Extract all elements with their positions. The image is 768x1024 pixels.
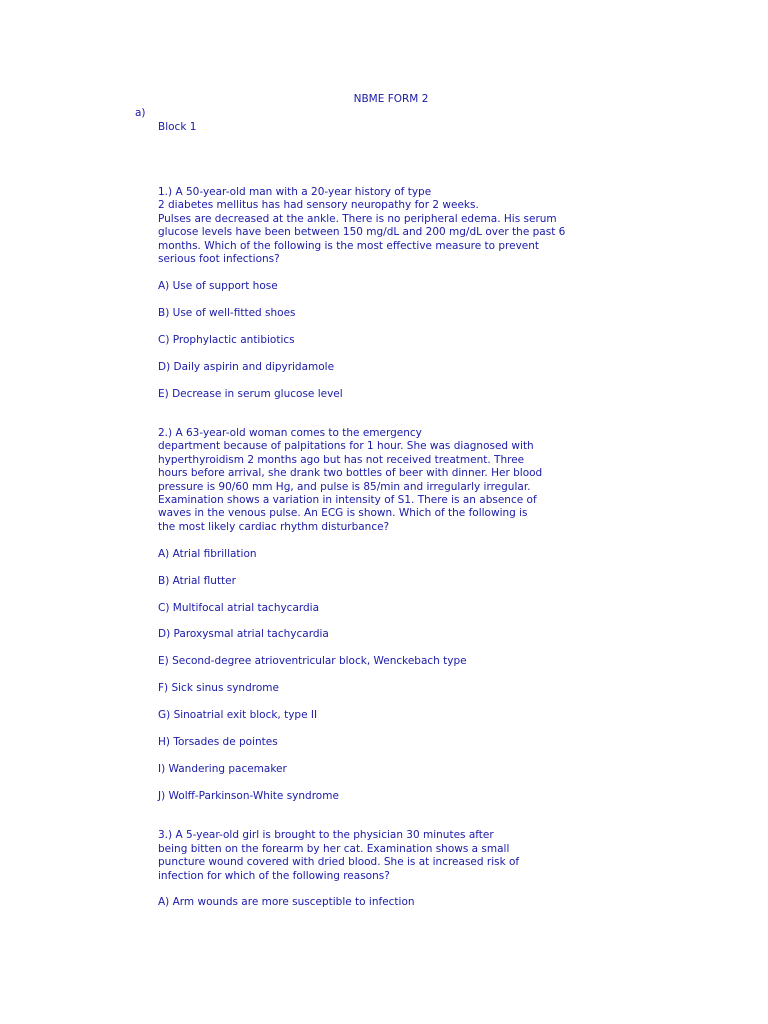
answer-option: A) Use of support hose: [158, 279, 278, 292]
stem-line: 1.) A 50-year-old man with a 20-year history of type: [158, 186, 432, 198]
question-stem: [158, 186, 588, 266]
answer-option: C) Prophylactic antibiotics: [158, 333, 295, 346]
answer-option: A) Arm wounds are more susceptible to infection: [158, 896, 415, 909]
stem-line: pressure is 90/60 mm Hg, and pulse is 85/min and irregularly irregular.: [158, 480, 531, 493]
stem-line: months. Which of the following is the most effective measure to prevent: [158, 239, 540, 252]
question-1: [158, 186, 588, 401]
stem-line: 2.) A 63-year-old woman comes to the emergency: [158, 426, 422, 439]
answer-option: D) Paroxysmal atrial tachycardia: [158, 628, 329, 641]
stem-line: 3.) A 5-year-old girl is brought to the physician 30 minutes after: [158, 829, 494, 842]
stem-line: waves in the venous pulse. An ECG is shown. Which of the following is: [158, 507, 528, 520]
stem-line: 2 diabetes mellitus has had sensory neuropathy for 2 weeks.: [158, 199, 479, 212]
answer-option: B) Atrial flutter: [158, 574, 236, 587]
stem-line: the most likely cardiac rhythm disturbance?: [158, 520, 390, 533]
stem-line: puncture wound covered with dried blood. She is at increased risk of: [158, 856, 520, 869]
answer-option: G) Sinoatrial exit block, type II: [158, 709, 318, 722]
stem-line: Examination shows a variation in intensity of S1. There is an absence of: [158, 494, 537, 506]
answer-option: D) Daily aspirin and dipyridamole: [158, 360, 335, 373]
question-stem: [158, 829, 588, 883]
answer-option: I) Wandering pacemaker: [158, 762, 287, 775]
stem-line: being bitten on the forearm by her cat. Examination shows a small: [158, 842, 510, 855]
stem-line: glucose levels have been between 150 mg/dL and 200 mg/dL over the past 6: [158, 226, 566, 239]
question-2: [158, 427, 588, 803]
answer-option: E) Second-degree atrioventricular block, Wenckebach type: [158, 655, 467, 668]
answer-option: B) Use of well-fitted shoes: [158, 306, 296, 319]
answer-option: F) Sick sinus syndrome: [158, 682, 279, 695]
document-title: NBME FORM 2: [353, 93, 429, 105]
stem-line: Pulses are decreased at the ankle. There is no peripheral edema. His serum: [158, 212, 557, 225]
stem-line: hyperthyroidism 2 months ago but has not received treatment. Three: [158, 453, 525, 466]
answer-option: C) Multifocal atrial tachycardia: [158, 601, 320, 614]
answer-option: A) Atrial fibrillation: [158, 547, 257, 560]
questions-list: [158, 186, 588, 936]
stem-line: serious foot infections?: [158, 253, 280, 266]
stem-line: hours before arrival, she drank two bottles of beer with dinner. Her blood: [158, 467, 543, 480]
question-3: [158, 829, 588, 910]
answer-option: J) Wolff-Parkinson-White syndrome: [158, 789, 339, 802]
question-stem: [158, 427, 588, 534]
answer-option: H) Torsades de pointes: [158, 736, 278, 749]
block-label: Block 1: [158, 121, 197, 133]
answer-option: E) Decrease in serum glucose level: [158, 387, 343, 400]
section-letter: a): [135, 107, 146, 119]
stem-line: infection for which of the following reasons?: [158, 869, 390, 882]
stem-line: department because of palpitations for 1 hour. She was diagnosed with: [158, 440, 534, 453]
